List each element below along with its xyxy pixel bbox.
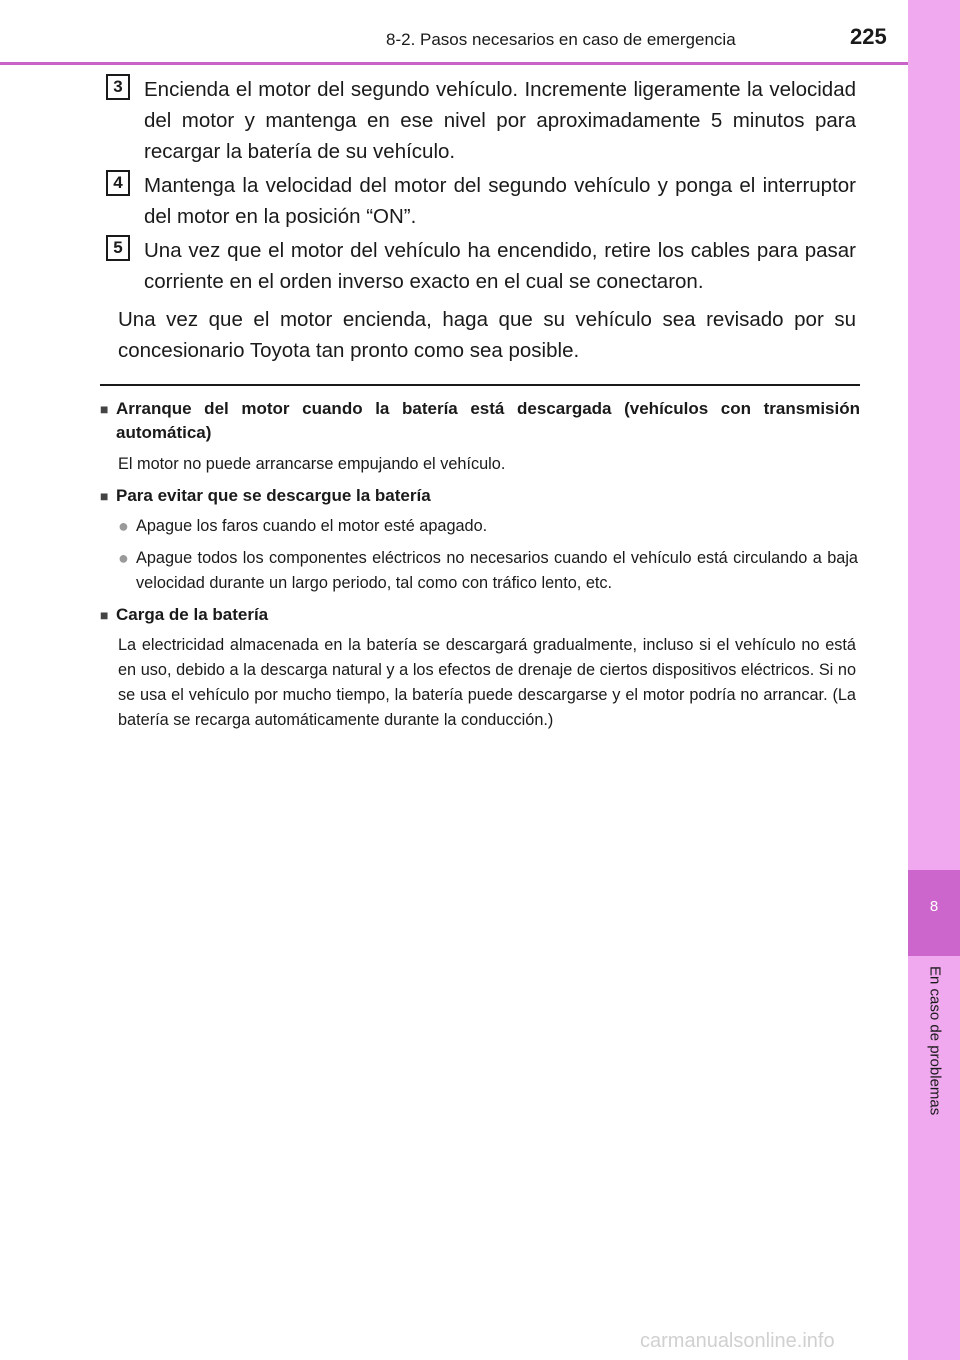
- step-text: Encienda el motor del segundo vehículo. Incremente ligeramente la velocidad del motor y mantenga en ese nivel por aproximadamente 5 minutos para recargar la batería de su vehículo.: [144, 78, 856, 163]
- closing-paragraph: Una vez que el motor encienda, haga que su vehículo sea revisado por su concesionario Toyota tan pronto como sea posible.: [118, 308, 856, 362]
- step-number-badge: 4: [106, 170, 130, 196]
- chapter-side-tab: [908, 0, 960, 1360]
- list-item-text: Apague los faros cuando el motor esté apagado.: [136, 517, 488, 535]
- note-heading-text: Carga de la batería: [116, 605, 269, 624]
- note-body: El motor no puede arrancarse empujando el vehículo.: [118, 455, 506, 473]
- watermark: carmanualsonline.info: [640, 1330, 835, 1352]
- list-item: [118, 546, 858, 596]
- note-heading: [100, 397, 860, 445]
- note-heading-text: Arranque del motor cuando la batería está descargada (vehículos con transmisión automática): [116, 399, 860, 442]
- list-item-text: Apague todos los componentes eléctricos no necesarios cuando el vehículo está circulando a baja velocidad durante un largo periodo, tal como con tráfico lento, etc.: [136, 549, 858, 592]
- step-number-badge: 3: [106, 74, 130, 100]
- header-divider: [0, 62, 908, 65]
- chapter-number: 8: [929, 898, 939, 915]
- square-bullet-icon: ■: [100, 488, 109, 504]
- step-text: Una vez que el motor del vehículo ha encendido, retire los cables para pasar corriente en el orden inverso exacto en el cual se conectaron.: [144, 239, 856, 293]
- chapter-title: En caso de problemas: [926, 966, 944, 1116]
- note-body: La electricidad almacenada en la batería se descargará gradualmente, incluso si el vehículo no está en uso, debido a la descarga natural y a los efectos de drenaje de ciertos dispositivos eléctricos. Si no se usa el vehículo por mucho tiempo, la batería puede descargarse y el motor podría no arrancar. (La batería se recarga automáticamente durante la conducción.): [118, 636, 856, 729]
- section-title: 8-2. Pasos necesarios en caso de emergencia: [386, 30, 736, 49]
- square-bullet-icon: ■: [100, 607, 109, 623]
- note-heading: [100, 603, 860, 627]
- square-bullet-icon: ■: [100, 401, 109, 417]
- page-number: 225: [850, 24, 887, 49]
- notes-divider: [100, 384, 860, 386]
- list-item: [118, 514, 858, 539]
- circle-bullet-icon: ●: [118, 548, 129, 568]
- circle-bullet-icon: ●: [118, 516, 129, 536]
- step-number-badge: 5: [106, 235, 130, 261]
- step-text: Mantenga la velocidad del motor del segundo vehículo y ponga el interruptor del motor en la posición “ON”.: [144, 174, 856, 228]
- note-heading-text: Para evitar que se descargue la batería: [116, 486, 431, 505]
- note-heading: [100, 484, 860, 508]
